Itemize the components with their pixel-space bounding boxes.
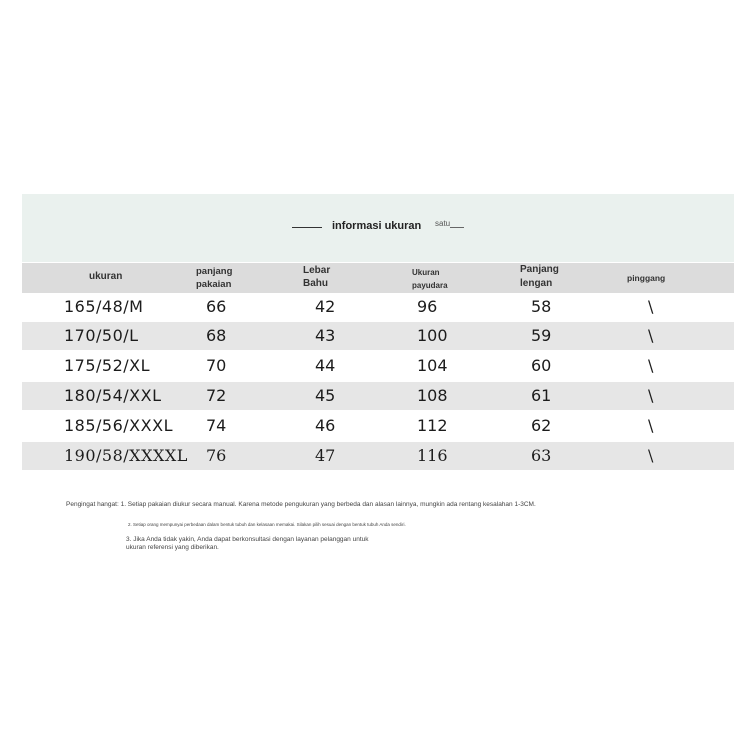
cell-pinggang: \ bbox=[648, 416, 654, 435]
table-title: informasi ukuran bbox=[332, 220, 422, 232]
header-panjang-lengan: Panjang lengan bbox=[520, 264, 559, 289]
cell-ukuran-payudara: 104 bbox=[417, 356, 448, 375]
note-line-1: Pengingat hangat: 1. Setiap pakaian diukur secara manual. Karena metode pengukuran yang berbeda dan alasan lainnya, mungkin ada rentang kesalahan 1-3CM. bbox=[66, 501, 536, 508]
cell-pinggang: \ bbox=[648, 356, 654, 375]
cell-lebar-bahu: 42 bbox=[315, 297, 336, 316]
cell-lebar-bahu: 47 bbox=[315, 446, 336, 465]
cell-panjang-lengan: 60 bbox=[531, 356, 552, 375]
cell-panjang-lengan: 58 bbox=[531, 297, 552, 316]
cell-ukuran-payudara: 96 bbox=[417, 297, 438, 316]
cell-ukuran: 190/58/XXXXL bbox=[64, 446, 188, 465]
table-row bbox=[22, 322, 734, 350]
cell-panjang-pakaian: 70 bbox=[206, 356, 227, 375]
cell-panjang-pakaian: 66 bbox=[206, 297, 227, 316]
table-header bbox=[22, 263, 734, 293]
cell-ukuran: 170/50/L bbox=[64, 326, 139, 345]
cell-panjang-lengan: 62 bbox=[531, 416, 552, 435]
cell-pinggang: \ bbox=[648, 326, 654, 345]
cell-ukuran-payudara: 116 bbox=[417, 446, 448, 465]
cell-pinggang: \ bbox=[648, 297, 654, 316]
header-ukuran-payudara: Ukuran payudara bbox=[412, 268, 448, 290]
cell-panjang-pakaian: 76 bbox=[206, 446, 227, 465]
title-line-right bbox=[450, 227, 464, 228]
cell-ukuran-payudara: 112 bbox=[417, 416, 448, 435]
cell-panjang-lengan: 61 bbox=[531, 386, 552, 405]
cell-ukuran: 175/52/XL bbox=[64, 356, 151, 375]
cell-panjang-lengan: 63 bbox=[531, 446, 552, 465]
cell-ukuran-payudara: 108 bbox=[417, 386, 448, 405]
table-row bbox=[22, 442, 734, 470]
header-ukuran: ukuran bbox=[89, 271, 123, 282]
cell-panjang-pakaian: 74 bbox=[206, 416, 227, 435]
cell-ukuran: 180/54/XXL bbox=[64, 386, 162, 405]
table-row bbox=[22, 352, 734, 380]
header-panjang-pakaian: panjang pakaian bbox=[196, 266, 233, 290]
table-subtitle: satu bbox=[435, 219, 451, 228]
cell-pinggang: \ bbox=[648, 446, 654, 465]
note-line-3b: ukuran referensi yang diberikan. bbox=[126, 544, 219, 551]
table-row bbox=[22, 293, 734, 321]
cell-ukuran-payudara: 100 bbox=[417, 326, 448, 345]
note-line-3a: 3. Jika Anda tidak yakin, Anda dapat berkonsultasi dengan layanan pelanggan untuk bbox=[126, 536, 369, 543]
note-line-2: 2. Setiap orang mempunyai perbedaan dalam bentuk tubuh dan kelasaan memakai. Silakan pilih sesuai dengan bentuk tubuh Anda sendiri. bbox=[128, 522, 406, 527]
table-row bbox=[22, 412, 734, 440]
cell-panjang-pakaian: 72 bbox=[206, 386, 227, 405]
cell-ukuran: 165/48/M bbox=[64, 297, 144, 316]
cell-lebar-bahu: 46 bbox=[315, 416, 336, 435]
header-pinggang: pinggang bbox=[627, 273, 666, 283]
cell-lebar-bahu: 45 bbox=[315, 386, 336, 405]
cell-ukuran: 185/56/XXXL bbox=[64, 416, 173, 435]
cell-panjang-lengan: 59 bbox=[531, 326, 552, 345]
table-row bbox=[22, 382, 734, 410]
cell-pinggang: \ bbox=[648, 386, 654, 405]
header-lebar-bahu: Lebar Bahu bbox=[303, 265, 331, 289]
title-line-left bbox=[292, 227, 322, 228]
cell-lebar-bahu: 44 bbox=[315, 356, 336, 375]
cell-lebar-bahu: 43 bbox=[315, 326, 336, 345]
title-banner bbox=[22, 194, 734, 262]
cell-panjang-pakaian: 68 bbox=[206, 326, 227, 345]
